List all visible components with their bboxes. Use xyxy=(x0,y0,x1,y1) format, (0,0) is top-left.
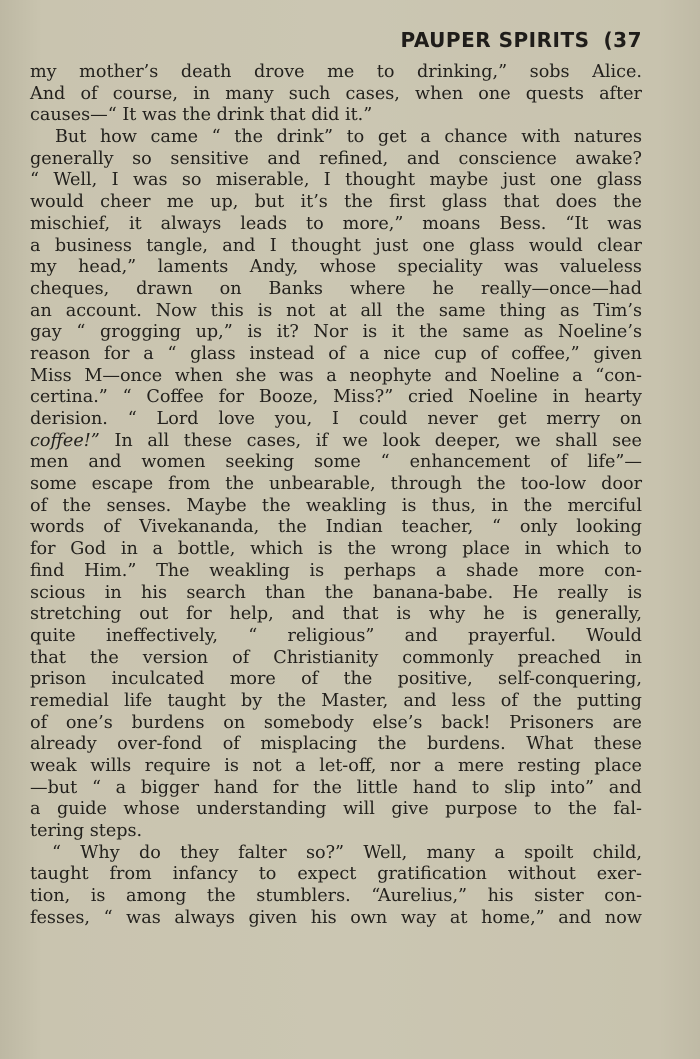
text-line: causes—“ It was the drink that did it.” xyxy=(30,105,373,126)
text-line: mischief, it always leads to more,” moans Bess. “It was xyxy=(30,213,642,234)
text-line: my head,” laments Andy, whose speciality was valueless xyxy=(30,257,642,278)
text-line: a business tangle, and I thought just one glass would clear xyxy=(30,235,642,256)
text-line: of one’s burdens on somebody else’s back! Prisoners are xyxy=(30,712,642,733)
text-line: find Him.” The weakling is perhaps a shade more con- xyxy=(30,560,642,581)
text-line: generally so sensitive and refined, and conscience awake? xyxy=(30,148,642,169)
running-title: PAUPER SPIRITS xyxy=(400,28,590,52)
text-line: cheques, drawn on Banks where he really—once—had xyxy=(30,278,642,299)
text-line: would cheer me up, but it’s the first glass that does the xyxy=(30,192,642,213)
text-line: fesses, “ was always given his own way at home,” and now xyxy=(30,907,642,928)
text-line: And of course, in many such cases, when one quests after xyxy=(30,83,642,104)
running-header xyxy=(401,28,643,52)
text-line: remedial life taught by the Master, and less of the putting xyxy=(30,690,642,711)
text-line: reason for a “ glass instead of a nice cup of coffee,” given xyxy=(30,343,642,364)
text-line: some escape from the unbearable, through the too-low door xyxy=(30,474,642,495)
text-line: an account. Now this is not at all the same thing as Tim’s xyxy=(30,300,642,321)
text-line: coffee!” In all these cases, if we look deeper, we shall see xyxy=(30,430,642,451)
text-line: stretching out for help, and that is why he is generally, xyxy=(30,604,642,625)
text-line: that the version of Christianity commonly preached in xyxy=(30,647,642,668)
text-line: tion, is among the stumblers. “Aurelius,” his sister con- xyxy=(30,886,642,907)
text-line: quite ineffectively, “ religious” and prayerful. Would xyxy=(30,625,642,646)
text-line: for God in a bottle, which is the wrong place in which to xyxy=(30,539,642,560)
text-line: But how came “ the drink” to get a chance with natures xyxy=(55,127,642,148)
text-line: a guide whose understanding will give purpose to the fal- xyxy=(30,799,642,820)
text-line: words of Vivekananda, the Indian teacher, “ only looking xyxy=(30,517,642,538)
text-line: “ Well, I was so miserable, I thought maybe just one glass xyxy=(30,170,642,191)
text-line: gay “ grogging up,” is it? Nor is it the same as Noeline’s xyxy=(30,322,642,343)
text-line: “ Why do they falter so?” Well, many a spoilt child, xyxy=(52,842,642,863)
text-line: scious in his search than the banana-babe. He really is xyxy=(30,582,642,603)
text-line: derision. “ Lord love you, I could never get merry on xyxy=(30,409,642,429)
text-line: prison inculcated more of the positive, self-conquering, xyxy=(30,669,642,690)
text-line: weak wills require is not a let-off, nor a mere resting place xyxy=(30,756,642,776)
text-line: men and women seeking some “ enhancement of life”— xyxy=(30,452,642,473)
text-line: certina.” “ Coffee for Booze, Miss?” cried Noeline in hearty xyxy=(30,387,642,408)
text-line: my mother’s death drove me to drinking,” sobs Alice. xyxy=(30,62,642,82)
page-number: (37 xyxy=(603,28,642,52)
text-line: —but “ a bigger hand for the little hand to slip into” and xyxy=(30,777,642,798)
text-line: taught from infancy to expect gratification without exer- xyxy=(30,864,642,885)
text-line: tering steps. xyxy=(30,821,143,842)
text-line: Miss M—once when she was a neophyte and Noeline a “con- xyxy=(30,365,642,386)
text-line: already over-fond of misplacing the burdens. What these xyxy=(30,734,642,755)
body-text xyxy=(30,62,642,930)
text-line: of the senses. Maybe the weakling is thus, in the merciful xyxy=(30,495,642,516)
